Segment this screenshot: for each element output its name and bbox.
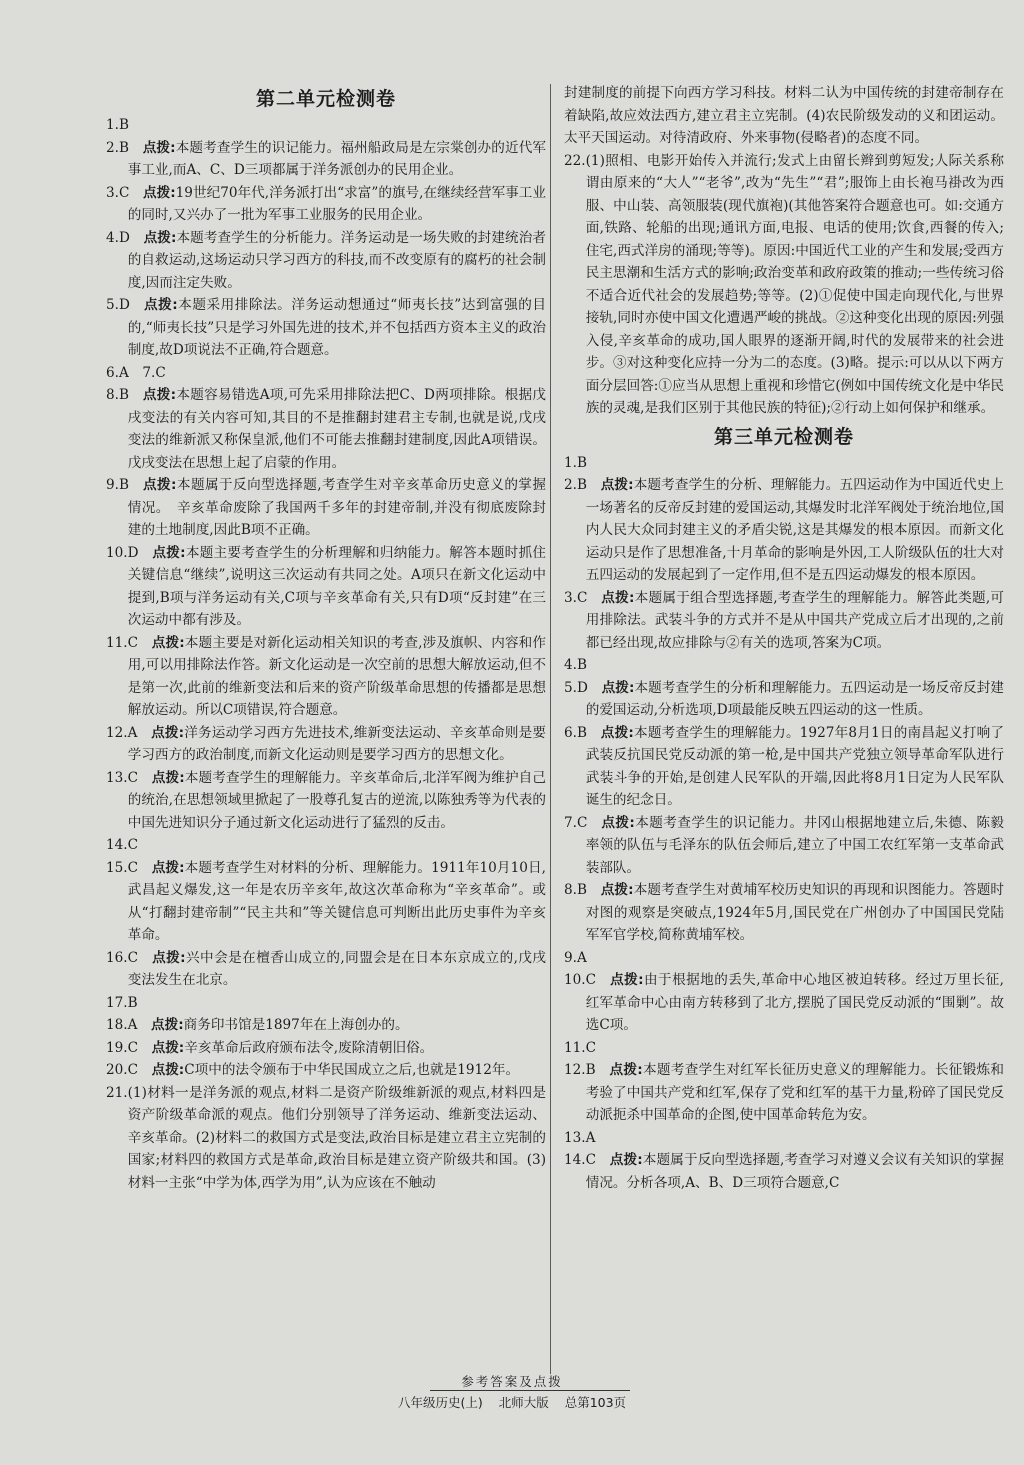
answer-text: C项中的法令颁布于中华民国成立之后,也就是1912年。 — [184, 1062, 520, 1078]
answer-number: 19.C — [106, 1039, 139, 1056]
answer-number: 8.B — [106, 387, 129, 403]
answer-item — [106, 294, 546, 362]
answer-item — [106, 857, 546, 947]
answer-number: 8.B — [564, 882, 587, 898]
hint-label: 点拨: — [152, 544, 186, 561]
answer-item — [106, 767, 546, 835]
answer-text: 本题属于反向型选择题,考查学生对辛亥革命历史意义的掌握情况。 辛亥革命废除了我国两千多年的封建帝制,并没有彻底废除封建的土地制度,因此B项不正确。 — [127, 477, 546, 538]
answer-number: 11.C — [564, 1039, 597, 1056]
answer-number: 3.C — [106, 184, 130, 201]
answer-text: 辛亥革命后政府颁布法令,废除清朝旧俗。 — [184, 1039, 434, 1056]
answer-number: 18.A — [106, 1017, 138, 1033]
hint-label: 点拨: — [600, 724, 634, 741]
answer-text: 本题考查学生的分析、理解能力。五四运动作为中国近代史上一场著名的反帝反封建的爱国运动,其爆发时北洋军阀处于统治地位,国内人民大众同封建主义的矛盾尖锐,这是其爆发的根本原因。而新文化运动只是作了思想准备,十月革命的影响是外因,工人阶级队伍的壮大对五四运动的发展起到了一定作用,但不是五四运动爆发的根本原因。 — [585, 477, 1005, 583]
footer-page-number: 总第103页 — [564, 1395, 627, 1410]
answer-item — [564, 677, 1004, 722]
answer-number: 5.D — [106, 297, 130, 313]
answer-text: 本题考查学生对黄埔军校历史知识的再现和识图能力。答题时对图的观察是突破点,1924年5月,国民党在广州创办了中国国民党陆军军官学校,简称黄埔军校。 — [585, 882, 1005, 943]
unit2-answers — [106, 114, 546, 1194]
answer-item — [106, 992, 546, 1015]
column-divider — [550, 84, 551, 1374]
hint-label: 点拨: — [151, 769, 185, 786]
answer-item — [564, 722, 1004, 812]
hint-label: 点拨: — [609, 1152, 643, 1168]
answer-number: 16.C — [106, 949, 139, 966]
hint-label: 点拨: — [600, 814, 635, 831]
answer-text: 本题容易错选A项,可先采用排除法把C、D两项排除。根据戊戌变法的有关内容可知,其目的不是推翻封建君主专制,也就是说,戊戌变法的维新派又称保皇派,他们不可能去推翻封建制度,因此A项错误。戊戌变法在思想上起了启蒙的作用。 — [127, 387, 547, 471]
hint-label: 点拨: — [151, 1039, 185, 1056]
answer-item — [564, 969, 1004, 1037]
answer-number: 1.B — [564, 454, 587, 471]
answer-text: (1)照相、电影开始传入并流行;发式上由留长辫到剪短发;人际关系称谓由原来的“大人”“老爷”,改为“先生”“君”;服饰上由长袍马褂改为西服、中山装、高领服装(现代旗袍)(其他答案符合题意也可。如:交通方面,铁路、轮船的出现;通讯方面,电报、电话的使用;饮食,西餐的传入;住宅,西式洋房的涌现;等等)。原因:中国近代工业的产生和发展;受西方民主思潮和生活方式的影响;政治变革和政府政策的推动;一些传统习俗不适合近代社会的发展趋势;等等。(2)①促使中国走向现代化,与世界接轨,同时亦使中国文化遭遇严峻的挑战。②这种变化出现的原因:列强入侵,辛亥革命的成功,国人眼界的逐渐开阔,时代的发展带来的社会进步。③对这种变化应持一分为二的态度。(3)略。提示:可以从以下两方面分层回答:①应当从思想上重视和珍惜它(例如中国传统文化是中华民族的灵魂,是我们区别于其他民族的特征);②行动上如何保护和继承。 — [585, 152, 1004, 416]
hint-label: 点拨: — [142, 477, 177, 493]
answer-text: 商务印书馆是1897年在上海创办的。 — [183, 1017, 409, 1033]
hint-label: 点拨: — [151, 1062, 185, 1078]
answer-item — [106, 834, 546, 857]
answer-item — [106, 722, 546, 767]
answer-number: 2.B — [564, 477, 587, 493]
answer-text: 本题考查学生的识记能力。福州船政局是左宗棠创办的近代军事工业,而A、C、D三项都属于洋务派创办的民用企业。 — [127, 139, 547, 178]
answer-text: 本题考查学生的识记能力。井冈山根据地建立后,朱德、陈毅率领的队伍与毛泽东的队伍会师后,建立了中国工农红军第一支革命武装部队。 — [585, 814, 1004, 876]
answer-item — [564, 947, 1004, 970]
answer-text: 19世纪70年代,洋务派打出“求富”的旗号,在继续经营军事工业的同时,又兴办了一批为军事工业服务的民用企业。 — [127, 184, 546, 223]
footer-info — [0, 1394, 1024, 1412]
answer-item — [564, 1059, 1004, 1127]
answer-item — [106, 114, 546, 137]
hint-label: 点拨: — [142, 184, 176, 201]
answer-item — [564, 654, 1004, 677]
answer-number: 3.C — [564, 589, 588, 606]
answer-item — [564, 1149, 1004, 1194]
answer-item — [564, 474, 1004, 587]
hint-label: 点拨: — [600, 882, 634, 898]
answer-item — [564, 452, 1004, 475]
answer-text: (1)材料一是洋务派的观点,材料二是资产阶级维新派的观点,材料四是资产阶级革命派的观点。他们分别领导了洋务运动、维新变法运动、辛亥革命。(2)材料二的救国方式是变法,政治目标是建立君主立宪制的国家;材料四的救国方式是革命,政治目标是建立资产阶级共和国。(3)材料一主张“中学为体,西学为用”,认为应该在不触动 — [127, 1084, 546, 1191]
hint-label: 点拨: — [151, 634, 185, 651]
answer-number: 14.C — [564, 1152, 597, 1168]
answer-number: 7.C — [564, 814, 588, 831]
answer-item — [106, 1014, 546, 1037]
answer-number: 11.C — [106, 634, 139, 651]
footer-grade: 八年级历史(上) — [397, 1395, 483, 1410]
answer-item — [106, 632, 546, 722]
right-column — [564, 82, 1004, 1194]
hint-label: 点拨: — [600, 589, 635, 606]
answer-number: 13.C — [106, 769, 139, 786]
answer-number: 2.B — [106, 139, 129, 156]
footer-heading: 参考答案及点拨 — [461, 1374, 563, 1389]
answer-item — [106, 362, 546, 385]
answer-number: 1.B — [106, 117, 129, 133]
hint-label: 点拨: — [609, 972, 644, 988]
hint-label: 点拨: — [151, 724, 185, 741]
answer-text: 兴中会是在檀香山成立的,同盟会是在日本东京成立的,戊戌变法发生在北京。 — [127, 949, 547, 988]
answer-item — [106, 474, 546, 542]
answer-item — [106, 137, 546, 182]
answer-text: 本题考查学生的分析和理解能力。五四运动是一场反帝反封建的爱国运动,分析选项,D项最能反映五四运动的这一性质。 — [585, 679, 1005, 718]
answer-item — [106, 227, 546, 295]
answer-item — [106, 947, 546, 992]
hint-label: 点拨: — [142, 387, 177, 403]
answer-item — [106, 182, 546, 227]
answer-item-22 — [564, 150, 1004, 420]
answer-number: 21. — [106, 1084, 128, 1101]
answer-item — [106, 1059, 546, 1082]
answer-item — [106, 1082, 546, 1195]
hint-label: 点拨: — [143, 297, 178, 313]
answer-text: 本题属于反向型选择题,考查学习对遵义会议有关知识的掌握情况。分析各项,A、B、D三项符合题意,C — [585, 1152, 1004, 1191]
answer-text: 本题考查学生的分析能力。洋务运动是一场失败的封建统治者的自救运动,这场运动只学习西方的科技,而不改变原有的腐朽的社会制度,因而注定失败。 — [127, 229, 547, 291]
answer-item — [564, 879, 1004, 947]
answer-text: 本题考查学生的理解能力。1927年8月1日的南昌起义打响了武装反抗国民党反动派的第一枪,是中国共产党独立领导革命军队进行武装斗争的开始,是创建人民军队的开端,因此将8月1日定为人民军队诞生的纪念日。 — [585, 724, 1004, 808]
hint-label: 点拨: — [600, 477, 634, 493]
answer-item — [564, 812, 1004, 880]
answer-number: 5.D — [564, 679, 588, 696]
answer-item — [564, 587, 1004, 655]
hint-label: 点拨: — [151, 949, 186, 966]
hint-label: 点拨: — [151, 1017, 184, 1033]
footer-edition: 北师大版 — [498, 1395, 549, 1410]
answer-number: 6.A 7.C — [106, 364, 166, 381]
answer-number: 10.C — [564, 972, 597, 988]
answer-text: 本题主要是对新化运动相关知识的考查,涉及旗帜、内容和作用,可以用排除法作答。新文化运动是一次空前的思想大解放运动,但不是第一次,此前的维新变法和后来的资产阶级革命思想的传播都是思想解放运动。所以C项错误,符合题意。 — [127, 634, 546, 718]
answer-number: 20.C — [106, 1062, 139, 1078]
unit3-title: 第三单元检测卷 — [713, 425, 854, 448]
answer-item — [564, 1127, 1004, 1150]
answer-text: 本题采用排除法。洋务运动想通过“师夷长技”达到富强的目的,“师夷长技”只是学习外国先进的技术,并不包括西方资本主义的政治制度,故D项说法不正确,符合题意。 — [127, 297, 547, 358]
unit3-answers — [564, 452, 1004, 1195]
answer-number: 15.C — [106, 859, 139, 876]
answer-number: 22. — [564, 152, 586, 169]
answer-number: 9.B — [106, 477, 129, 493]
answer-item — [564, 1037, 1004, 1060]
answer-text: 本题主要考查学生的分析理解和归纳能力。解答本题时抓住关键信息“继续”,说明这三次运动有共同之处。A项只在新文化运动中提到,B项与洋务运动有关,C项与辛亥革命有关,只有D项“反封建”在三次运动中都有涉及。 — [127, 544, 547, 628]
answer-number: 6.B — [564, 724, 587, 741]
answer-text: 本题属于组合型选择题,考查学生的理解能力。解答此类题,可用排除法。武装斗争的方式并不是从中国共产党成立后才出现的,之前都已经出现,故应排除与②有关的选项,答案为C项。 — [585, 589, 1005, 651]
hint-label: 点拨: — [143, 229, 177, 246]
answer-item — [106, 1037, 546, 1060]
footer-rule — [430, 1390, 630, 1391]
answer-item — [106, 542, 546, 632]
hint-label: 点拨: — [609, 1062, 643, 1078]
answer-number: 12.B — [564, 1062, 596, 1078]
answer-text: 本题考查学生的理解能力。辛亥革命后,北洋军阀为维护自己的统治,在思想领域里掀起了一股尊孔复古的逆流,以陈独秀等为代表的中国先进知识分子通过新文化运动进行了猛烈的反击。 — [127, 769, 546, 831]
hint-label: 点拨: — [142, 139, 176, 156]
hint-label: 点拨: — [151, 859, 185, 876]
unit2-title: 第二单元检测卷 — [255, 88, 396, 110]
answer-number: 14.C — [106, 837, 139, 853]
left-column — [106, 82, 546, 1194]
answer-number: 17.B — [106, 994, 138, 1011]
hint-label: 点拨: — [601, 679, 635, 696]
answer-text: 本题考查学生对材料的分析、理解能力。1911年10月10日,武昌起义爆发,这一年是农历辛亥年,故这次革命称为“辛亥革命”。或从“打翻封建帝制”“民主共和”等关键信息可判断出此历史事件为辛亥革命。 — [127, 859, 546, 943]
answer-text: 洋务运动学习西方先进技术,维新变法运动、辛亥革命则是要学习西方的政治制度,而新文化运动则是要学习西方的思想文化。 — [127, 724, 547, 763]
q21-continuation: 封建制度的前提下向西方学习科技。材料二认为中国传统的封建帝制存在着缺陷,故应效法西方,建立君主立宪制。(4)农民阶级发动的义和团运动。太平天国运动。对待清政府、外来事物(侵略者)的态度不同。 — [564, 85, 1004, 146]
answer-number: 13.A — [564, 1129, 596, 1146]
answer-text: 由于根据地的丢失,革命中心地区被迫转移。经过万里长征,红军革命中心由南方转移到了北方,摆脱了国民党反动派的“围剿”。故选C项。 — [585, 972, 1005, 1033]
answer-text: 本题考查学生对红军长征历史意义的理解能力。长征锻炼和考验了中国共产党和红军,保存了党和红军的基干力量,粉碎了国民党反动派扼杀中国革命的企图,使中国革命转危为安。 — [585, 1062, 1005, 1123]
answer-number: 10.D — [106, 544, 139, 561]
answer-number: 9.A — [564, 949, 587, 966]
answer-number: 4.D — [106, 229, 130, 246]
answer-number: 4.B — [564, 657, 587, 673]
answer-item — [106, 384, 546, 474]
answer-number: 12.A — [106, 724, 138, 741]
